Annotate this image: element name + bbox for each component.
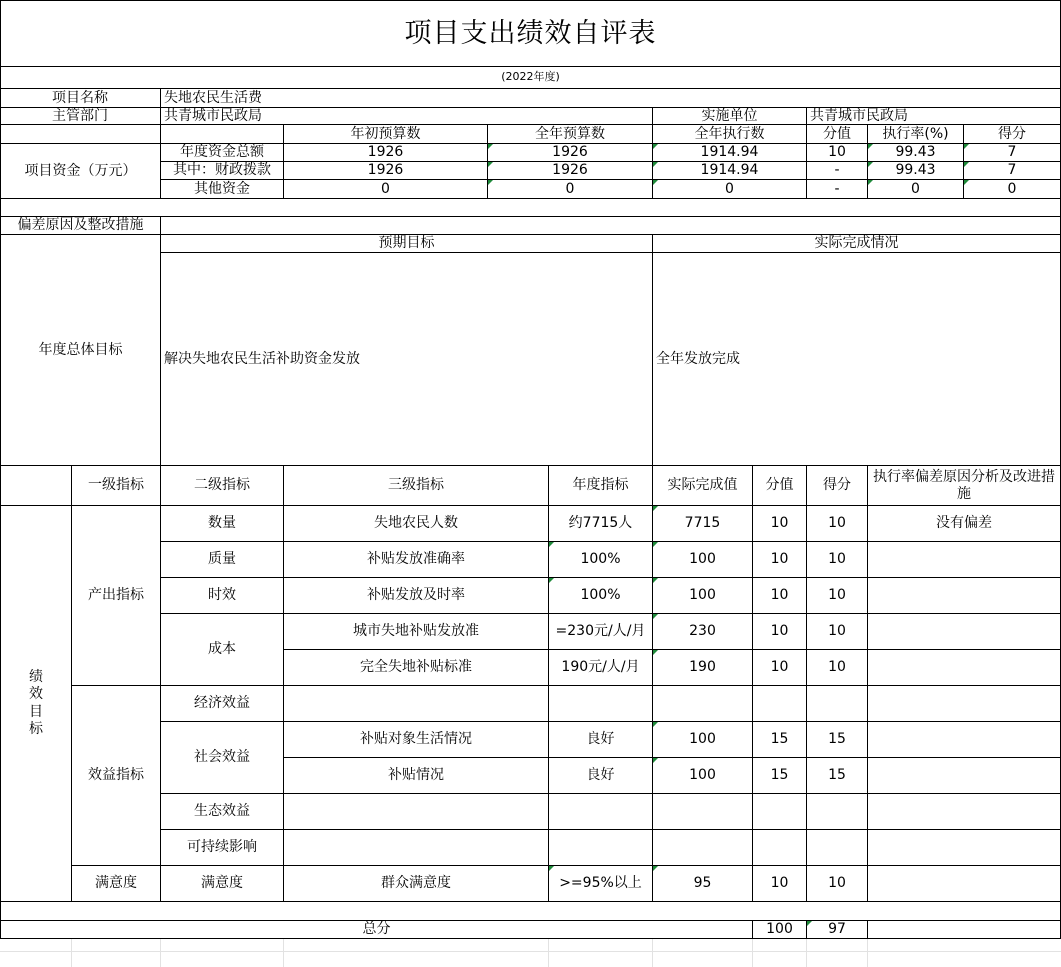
score-value: 10 — [770, 623, 789, 640]
funds-cell: 1926 — [367, 144, 404, 161]
annual-target: >=95%以上 — [559, 875, 642, 892]
level2-economic: 经济效益 — [194, 695, 250, 712]
level2-social: 社会效益 — [194, 749, 250, 766]
cell-marker — [653, 162, 658, 167]
funds-cell: 0 — [911, 180, 920, 197]
perf-header: 得分 — [823, 477, 851, 494]
funds-row-label: 其中：财政拨款 — [173, 162, 271, 179]
funds-cell: - — [834, 180, 840, 197]
indicator: 补贴发放及时率 — [367, 587, 465, 604]
gridline — [752, 938, 753, 967]
dept-label: 主管部门 — [52, 108, 108, 124]
expected-goal-header: 预期目标 — [378, 235, 435, 252]
gridline — [652, 938, 653, 967]
perf-header: 三级指标 — [388, 477, 444, 494]
cell-marker — [653, 180, 658, 185]
funds-cell: 1914.94 — [700, 144, 759, 161]
gridline — [160, 938, 161, 967]
gridline — [806, 938, 807, 967]
total-label: 总分 — [362, 921, 391, 938]
year-label: (2022年度) — [501, 70, 560, 84]
deviation-note — [868, 614, 1060, 649]
funds-cell: 0 — [1007, 180, 1017, 197]
score: 10 — [828, 875, 846, 892]
actual-value: 190 — [689, 659, 716, 676]
cell-marker — [964, 180, 969, 185]
funds-cell: 1926 — [367, 162, 404, 179]
annual-target: 190元/人/月 — [561, 659, 640, 676]
indicator: 补贴发放准确率 — [367, 551, 465, 568]
perf-header: 执行率偏差原因分析及改进措施 — [873, 469, 1055, 502]
level1-satisfaction: 满意度 — [95, 875, 137, 892]
level1-benefit: 效益指标 — [88, 767, 144, 784]
funds-cell: 1926 — [552, 144, 588, 161]
level2-satisfaction: 满意度 — [201, 875, 243, 892]
score-value: 15 — [770, 731, 789, 748]
cell-marker — [653, 650, 658, 655]
funds-cell: 0 — [565, 180, 575, 197]
expected-goal-text: 解决失地农民生活补助资金发放 — [164, 350, 360, 367]
cell-marker — [488, 162, 493, 167]
annual-target: =230元/人/月 — [555, 623, 646, 640]
annual-target: 良好 — [586, 731, 615, 748]
actual-value: 100 — [689, 731, 716, 748]
level1-output: 产出指标 — [88, 587, 144, 604]
level2-ecological: 生态效益 — [194, 803, 250, 820]
annual-target: 约7715人 — [568, 515, 633, 532]
funds-section-label: 项目资金（万元） — [24, 162, 137, 179]
cell-marker — [653, 722, 658, 727]
cell-marker — [653, 578, 658, 583]
funds-cell: 99.43 — [895, 144, 936, 161]
impl-value: 共青城市民政局 — [810, 108, 908, 124]
actual-value: 95 — [693, 875, 712, 892]
score-value: 10 — [770, 659, 789, 676]
perf-header: 年度指标 — [572, 477, 629, 494]
indicator: 群众满意度 — [381, 875, 451, 892]
dept-value: 共青城市民政局 — [164, 108, 262, 124]
indicator: 补贴情况 — [388, 767, 444, 784]
score: 10 — [828, 515, 846, 532]
actual-value: 100 — [689, 551, 716, 568]
funds-cell: 10 — [828, 144, 846, 161]
score-value: 10 — [770, 515, 789, 532]
actual-value: 100 — [689, 767, 716, 784]
project-name-value: 失地农民生活费 — [164, 89, 262, 106]
cell-marker — [488, 180, 493, 185]
deviation-note — [868, 542, 1060, 577]
gridline — [283, 938, 284, 967]
funds-cell: 0 — [725, 180, 734, 197]
actual-value: 100 — [689, 587, 716, 604]
perf-header: 一级指标 — [88, 477, 144, 494]
annual-target: 100% — [580, 587, 621, 604]
funds-header: 全年预算数 — [535, 125, 605, 142]
goal-section-label: 年度总体目标 — [38, 341, 123, 358]
level2-quantity: 数量 — [208, 515, 236, 532]
deviation-note — [868, 650, 1060, 685]
score: 10 — [828, 551, 846, 568]
total-score: 97 — [828, 921, 846, 938]
funds-header: 得分 — [998, 125, 1026, 142]
actual-value: 7715 — [684, 515, 721, 532]
funds-header: 执行率(%) — [882, 125, 949, 142]
score: 10 — [828, 623, 846, 640]
funds-cell: 7 — [1007, 144, 1017, 161]
perf-header: 分值 — [765, 477, 794, 494]
funds-cell: 1914.94 — [700, 162, 759, 179]
score: 15 — [828, 731, 846, 748]
level2-sustainable: 可持续影响 — [187, 839, 257, 856]
cell-marker — [653, 614, 658, 619]
score: 10 — [828, 659, 846, 676]
cell-marker — [549, 542, 554, 547]
actual-goal-header: 实际完成情况 — [814, 235, 899, 252]
indicator: 城市失地补贴发放准 — [353, 623, 479, 640]
score-value: 15 — [770, 767, 789, 784]
deviation-label: 偏差原因及整改措施 — [17, 217, 144, 234]
cell-marker — [868, 180, 873, 185]
cell-marker — [868, 144, 873, 149]
level2-quality: 质量 — [208, 551, 236, 568]
project-name-label: 项目名称 — [52, 89, 108, 106]
indicator: 完全失地补贴标准 — [360, 659, 472, 676]
funds-cell: 7 — [1007, 162, 1017, 179]
deviation-note — [868, 758, 1060, 793]
funds-row-label: 其他资金 — [194, 180, 250, 197]
gridline — [867, 938, 868, 967]
score-value: 10 — [770, 551, 789, 568]
funds-cell: 0 — [381, 180, 390, 197]
funds-cell: 1926 — [552, 162, 588, 179]
perf-header: 二级指标 — [194, 477, 250, 494]
level2-timeliness: 时效 — [208, 587, 236, 604]
cell-marker — [653, 144, 658, 149]
cell-marker — [653, 866, 658, 871]
annual-target: 良好 — [586, 767, 615, 784]
funds-header: 分值 — [823, 125, 851, 142]
deviation-note — [868, 722, 1060, 757]
cell-marker — [653, 506, 658, 511]
cell-marker — [653, 542, 658, 547]
deviation-note — [868, 866, 1060, 901]
page-title: 项目支出绩效自评表 — [404, 17, 657, 49]
cell-marker — [488, 144, 493, 149]
actual-goal-text: 全年发放完成 — [656, 350, 740, 367]
score-value: 10 — [770, 587, 789, 604]
funds-row-label: 年度资金总额 — [180, 144, 264, 161]
score: 10 — [828, 587, 846, 604]
total-score-value: 100 — [766, 921, 793, 938]
deviation-note — [868, 578, 1060, 613]
score-value: 10 — [770, 875, 789, 892]
perf-side-label — [1, 506, 71, 901]
cell-marker — [549, 866, 554, 871]
cell-marker — [964, 144, 969, 149]
gridline — [548, 938, 549, 967]
indicator: 补贴对象生活情况 — [360, 731, 472, 748]
funds-cell: - — [834, 162, 840, 179]
cell-marker — [653, 758, 658, 763]
cell-marker — [964, 162, 969, 167]
funds-header: 全年执行数 — [694, 125, 765, 142]
impl-label: 实施单位 — [701, 108, 758, 124]
actual-value: 230 — [689, 623, 716, 640]
score: 15 — [828, 767, 846, 784]
annual-target: 100% — [580, 551, 621, 568]
perf-header: 实际完成值 — [667, 477, 738, 494]
cell-marker — [868, 162, 873, 167]
level2-cost: 成本 — [208, 641, 236, 658]
funds-cell: 99.43 — [895, 162, 936, 179]
funds-header: 年初预算数 — [350, 125, 421, 142]
deviation-note: 没有偏差 — [936, 515, 992, 532]
gridline — [71, 938, 72, 967]
indicator: 失地农民人数 — [374, 515, 458, 532]
perf-side-label-text: 绩效目标 — [29, 668, 43, 737]
cell-marker — [549, 578, 554, 583]
